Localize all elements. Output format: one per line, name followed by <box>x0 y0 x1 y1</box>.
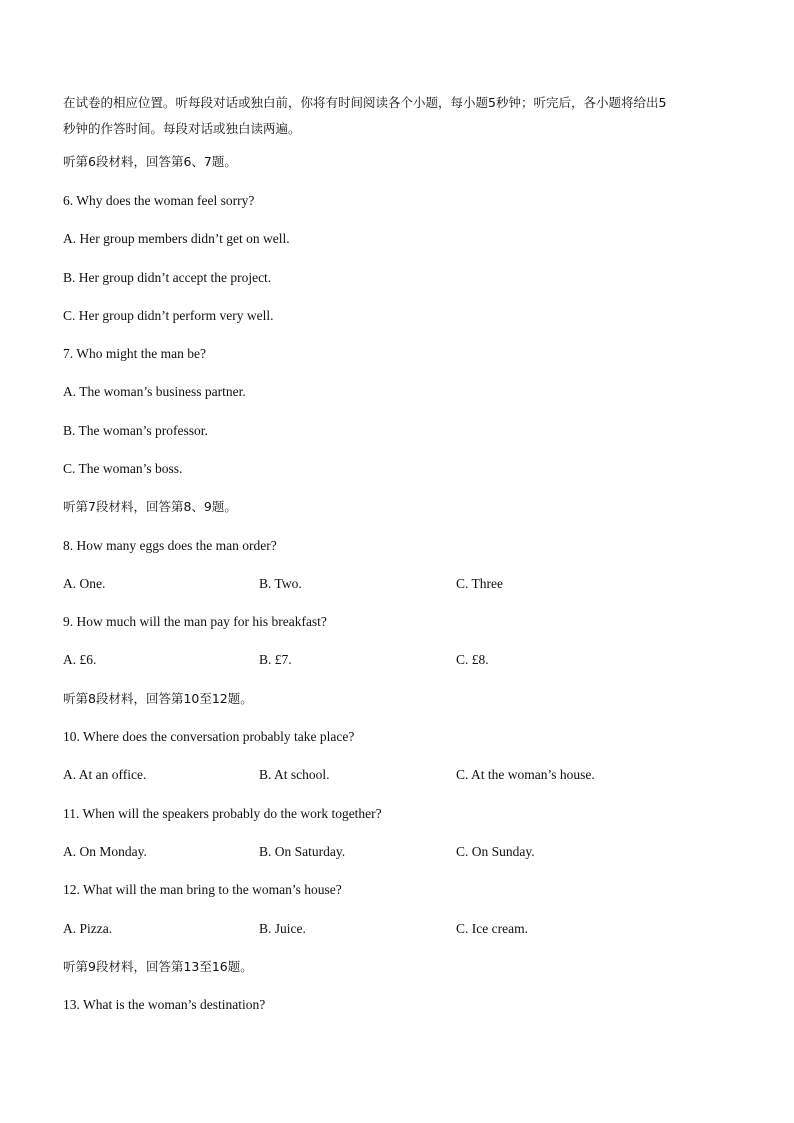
question-12-option-b: B. Juice. <box>259 921 306 936</box>
question-8-option-c: C. Three <box>456 576 503 591</box>
question-12-stem: 12. What will the man bring to the woman’s house? <box>63 882 342 897</box>
question-13-stem: 13. What is the woman’s destination? <box>63 997 266 1012</box>
question-6-option-b: B. Her group didn’t accept the project. <box>63 270 272 285</box>
instructions-line-2: 秒钟的作答时间。每段对话或独白读两遍。 <box>63 121 301 136</box>
section-heading-6: 听第6段材料，回答第6、7题。 <box>63 154 237 169</box>
question-11-stem: 11. When will the speakers probably do the work together? <box>63 806 382 821</box>
question-12-option-a: A. Pizza. <box>63 921 113 936</box>
question-9-option-b: B. £7. <box>259 652 292 667</box>
section-heading-7: 听第7段材料，回答第8、9题。 <box>63 499 237 514</box>
question-10-stem: 10. Where does the conversation probably take place? <box>63 729 355 744</box>
question-12-option-c: C. Ice cream. <box>456 921 528 936</box>
question-7-option-b: B. The woman’s professor. <box>63 423 208 438</box>
question-6-option-c: C. Her group didn’t perform very well. <box>63 308 274 323</box>
question-9-option-a: A. £6. <box>63 652 97 667</box>
question-7-option-a: A. The woman’s business partner. <box>63 384 246 399</box>
question-8-option-a: A. One. <box>63 576 106 591</box>
question-8-option-b: B. Two. <box>259 576 302 591</box>
question-9-stem: 9. How much will the man pay for his breakfast? <box>63 614 327 629</box>
question-9-option-c: C. £8. <box>456 652 489 667</box>
question-10-option-b: B. At school. <box>259 767 330 782</box>
instructions-line-1: 在试卷的相应位置。听每段对话或独白前，你将有时间阅读各个小题，每小题5秒钟；听完后，各小题将给出5 <box>63 95 667 110</box>
question-10-option-a: A. At an office. <box>63 767 147 782</box>
question-7-option-c: C. The woman’s boss. <box>63 461 183 476</box>
question-11-option-b: B. On Saturday. <box>259 844 346 859</box>
question-10-option-c: C. At the woman’s house. <box>456 767 595 782</box>
section-heading-8: 听第8段材料，回答第10至12题。 <box>63 691 253 706</box>
question-11-option-c: C. On Sunday. <box>456 844 535 859</box>
instructions-paragraph <box>63 90 735 142</box>
question-6-option-a: A. Her group members didn’t get on well. <box>63 231 290 246</box>
section-heading-9: 听第9段材料，回答第13至16题。 <box>63 959 253 974</box>
question-6-stem: 6. Why does the woman feel sorry? <box>63 193 255 208</box>
question-7-stem: 7. Who might the man be? <box>63 346 206 361</box>
question-11-option-a: A. On Monday. <box>63 844 147 859</box>
question-8-stem: 8. How many eggs does the man order? <box>63 538 277 553</box>
